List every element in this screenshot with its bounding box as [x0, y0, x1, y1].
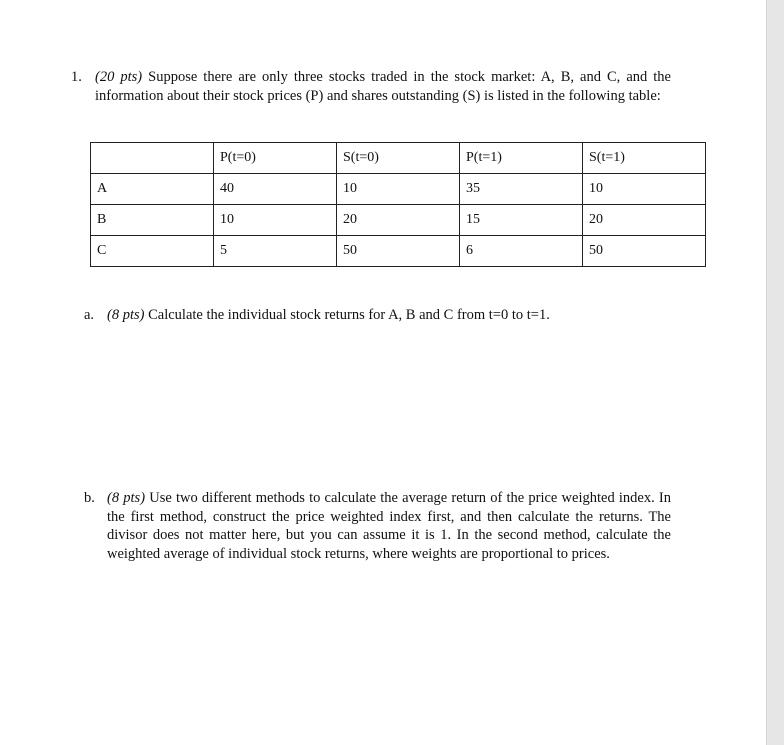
part-b-letter: b.	[84, 490, 95, 506]
table-cell: 35	[460, 174, 583, 205]
table-header-cell: S(t=0)	[337, 143, 460, 174]
table-cell: 6	[460, 236, 583, 267]
table-row	[91, 205, 706, 236]
table-cell: 10	[214, 205, 337, 236]
part-a-text	[107, 306, 677, 325]
table-cell: 20	[337, 205, 460, 236]
stock-table	[90, 142, 706, 267]
table-header-cell	[91, 143, 214, 174]
part-b-points: (8 pts)	[107, 490, 146, 506]
part-b-text	[107, 489, 671, 563]
table-cell: A	[91, 174, 214, 205]
part-a-body: Calculate the individual stock returns for A, B and C from t=0 to t=1.	[148, 307, 550, 323]
table-cell: C	[91, 236, 214, 267]
table-header-cell: S(t=1)	[583, 143, 706, 174]
table-header-cell: P(t=0)	[214, 143, 337, 174]
question-text	[95, 68, 671, 105]
scrollbar-gutter	[766, 0, 784, 745]
table-header-cell: P(t=1)	[460, 143, 583, 174]
table-cell: 50	[337, 236, 460, 267]
part-b-body: Use two different methods to calculate the average return of the price weighted index. In the first method, construct the price weighted index first, and then calculate the returns. The divisor does not matter here, but you can assume it is 1. In the second method, calculate the weighted average of individual stock returns, where weights are proportional to prices.	[107, 490, 672, 562]
table-row	[91, 236, 706, 267]
table-cell: 10	[583, 174, 706, 205]
table-cell: 15	[460, 205, 583, 236]
part-a-points: (8 pts)	[107, 307, 145, 323]
table-cell: 40	[214, 174, 337, 205]
table-cell: 5	[214, 236, 337, 267]
part-a-letter: a.	[84, 307, 95, 323]
table-header-row	[91, 143, 706, 174]
table-cell: B	[91, 205, 214, 236]
question-points: (20 pts)	[95, 69, 143, 85]
question-number: 1.	[71, 69, 82, 85]
table-cell: 50	[583, 236, 706, 267]
table-row	[91, 174, 706, 205]
table-cell: 10	[337, 174, 460, 205]
table-cell: 20	[583, 205, 706, 236]
question-body: Suppose there are only three stocks traded in the stock market: A, B, and C, and the information about their stock prices (P) and shares outstanding (S) is listed in the following table:	[95, 69, 671, 104]
